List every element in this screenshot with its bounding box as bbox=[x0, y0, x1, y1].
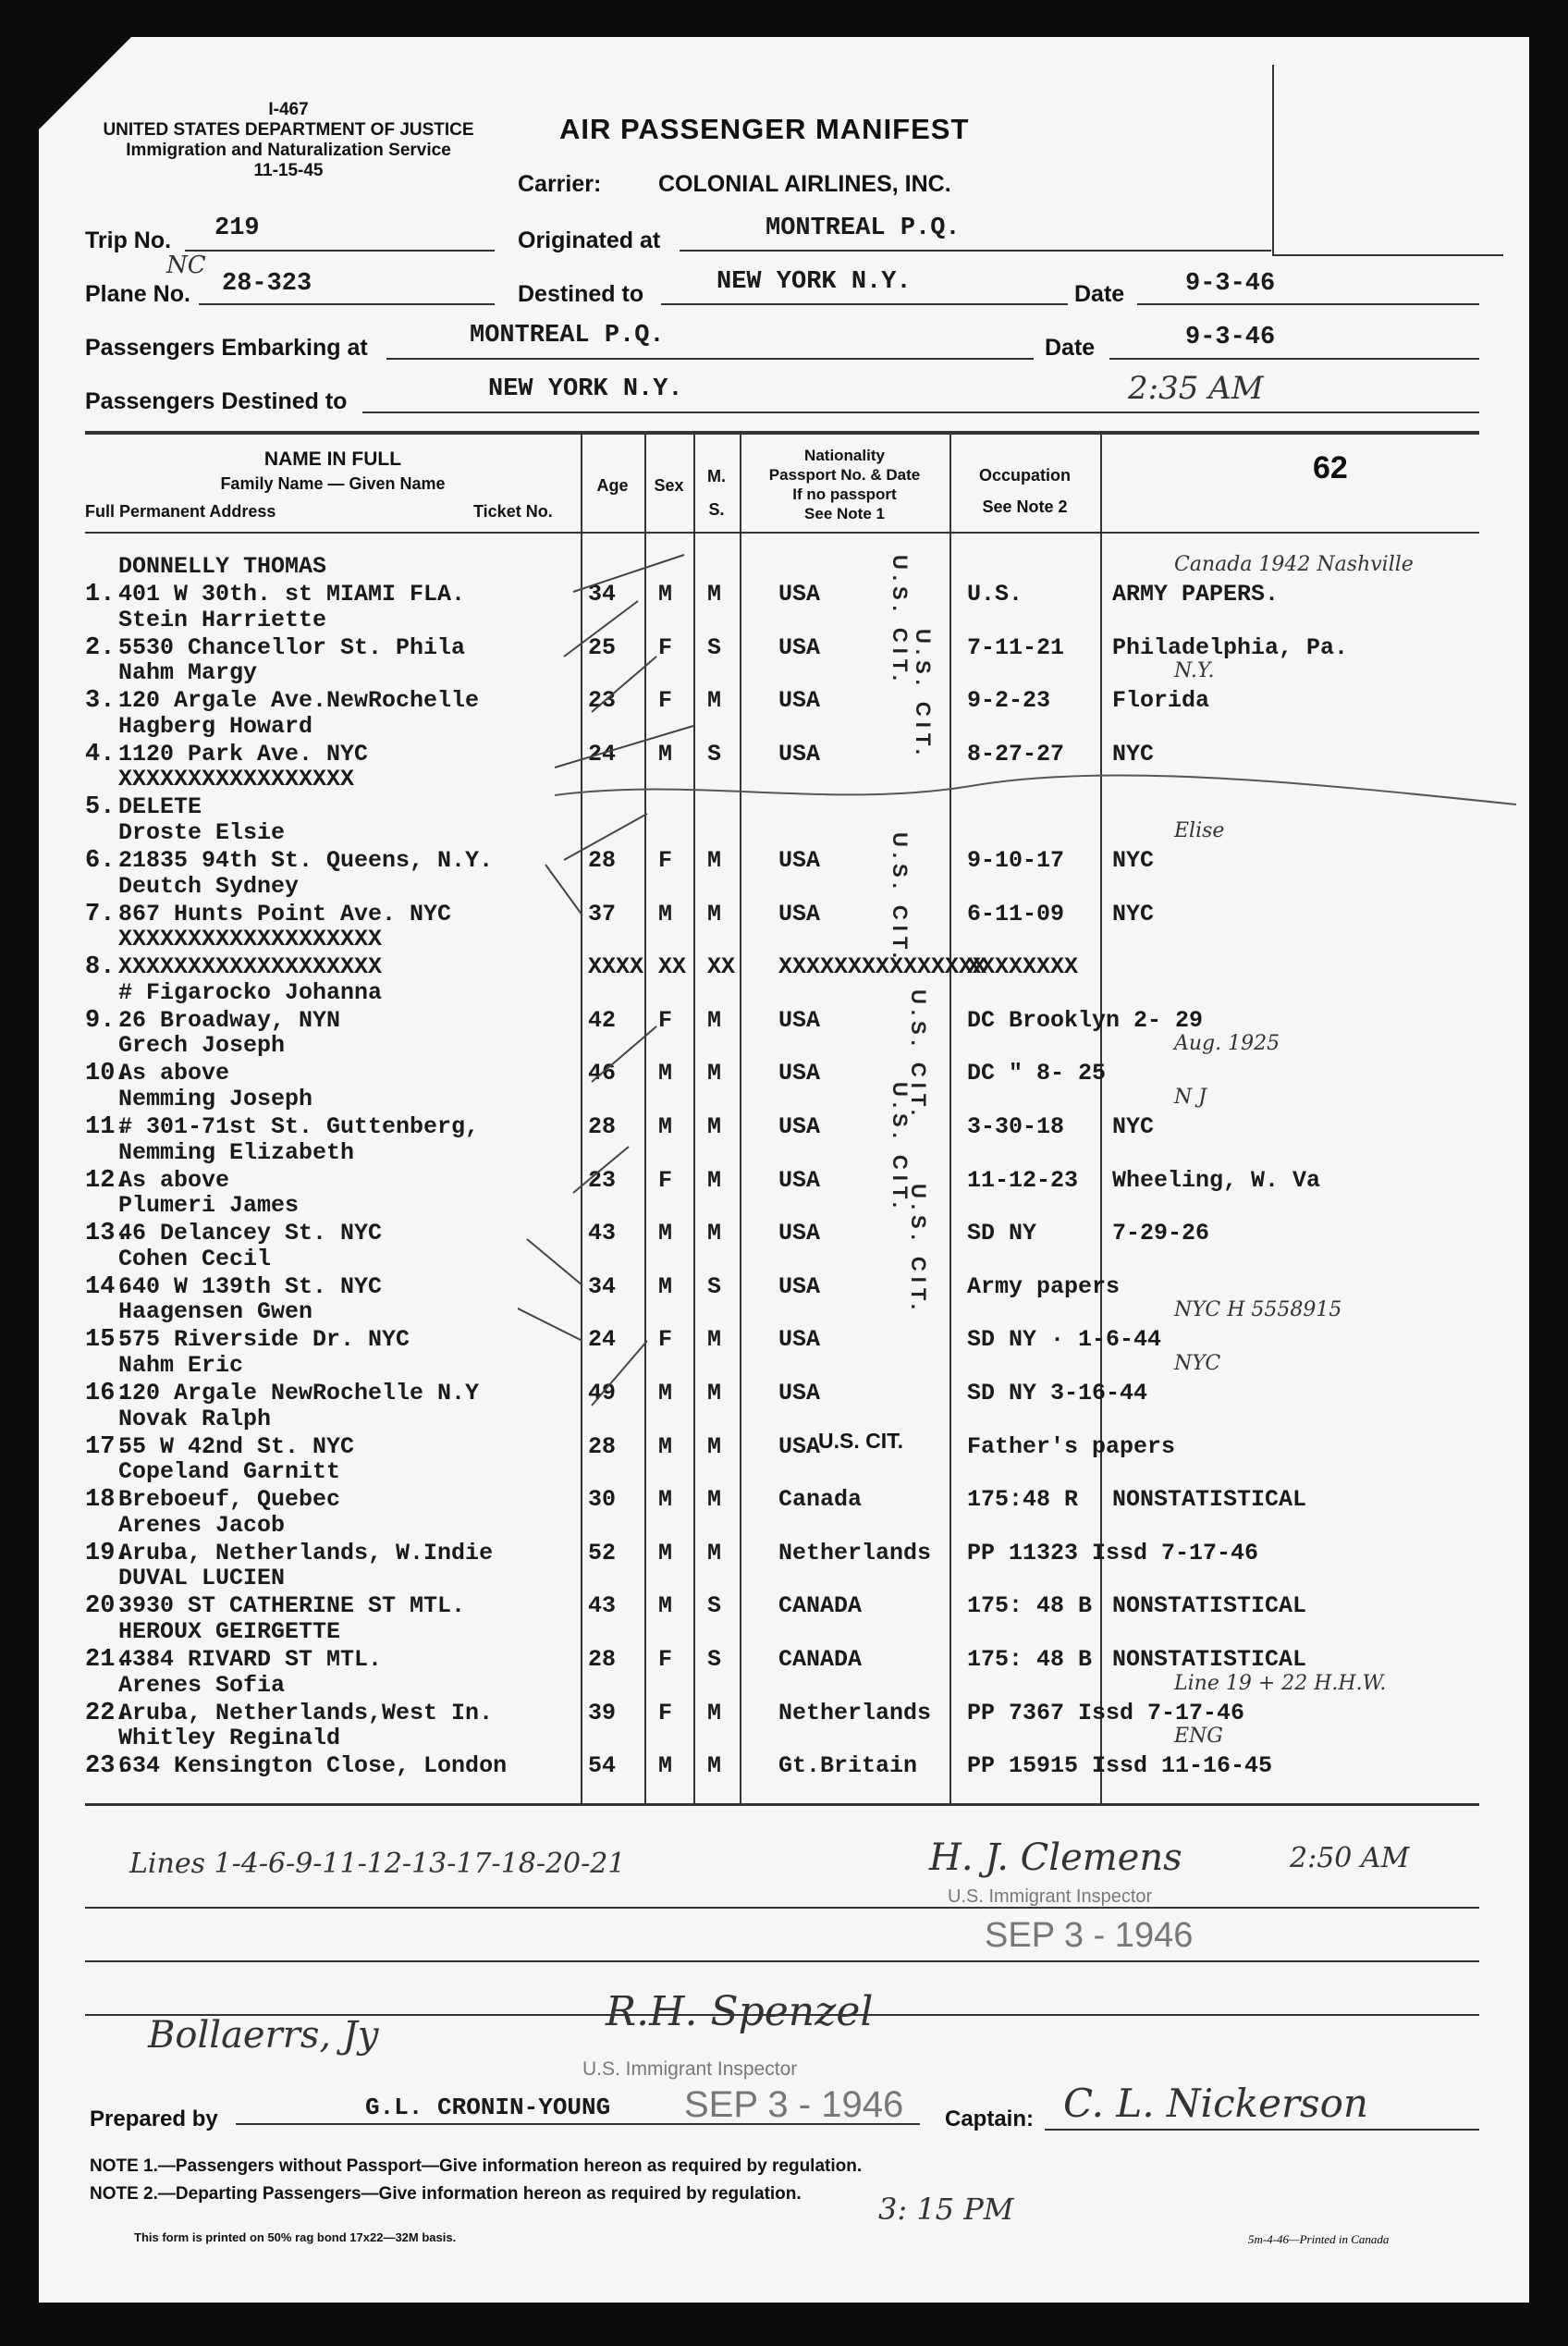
passenger-nat: USA bbox=[778, 1113, 821, 1140]
plane-number: 28-323 bbox=[222, 270, 312, 298]
note-2-handwritten: 3: 15 PM bbox=[878, 2192, 1014, 2227]
passenger-age: 24 bbox=[588, 1326, 617, 1354]
passenger-sex: M bbox=[658, 1752, 673, 1780]
trip-line bbox=[185, 250, 495, 252]
passenger-note: Line 19 + 22 H.H.W. bbox=[1174, 1671, 1387, 1695]
passenger-name: XXXXXXXXXXXXXXXXXXX bbox=[118, 926, 383, 953]
us-cit-stamp-6: U.S. CIT. bbox=[907, 1184, 930, 1316]
inspection-time: 2:50 AM bbox=[1290, 1842, 1410, 1874]
passenger-no: 14. bbox=[85, 1272, 130, 1301]
passenger-nat: USA bbox=[778, 1272, 821, 1300]
passenger-sex: F bbox=[658, 1646, 673, 1673]
col-age-heading: Age bbox=[596, 476, 629, 495]
passenger-sex: F bbox=[658, 1699, 673, 1726]
passenger-nat: Canada bbox=[778, 1486, 863, 1514]
passenger-sex: M bbox=[658, 1432, 673, 1460]
col-divider-occ bbox=[949, 433, 951, 1803]
prepared-by-label: Prepared by bbox=[90, 2106, 218, 2131]
plane-line bbox=[199, 303, 495, 305]
passenger-no: 7. bbox=[85, 900, 116, 928]
col-nationality-heading bbox=[740, 446, 949, 523]
passenger-ms: M bbox=[707, 900, 722, 927]
passenger-name: HEROUX GEIRGETTE bbox=[118, 1618, 341, 1645]
passenger-col7: 7-29-26 bbox=[1112, 1220, 1210, 1247]
passenger-age: 43 bbox=[588, 1220, 617, 1247]
date-line-2 bbox=[1109, 358, 1479, 360]
passenger-addr: Breboeuf, Quebec bbox=[118, 1486, 341, 1514]
col-address-heading: Full Permanent Address bbox=[85, 502, 276, 521]
passenger-ms: M bbox=[707, 687, 722, 715]
passenger-col6: XXXXXXXX bbox=[967, 953, 1079, 981]
passenger-col6: PP 15915 Issd 11-16-45 bbox=[967, 1752, 1273, 1780]
nat-line-4: See Note 1 bbox=[804, 505, 885, 522]
passenger-col7: Florida bbox=[1112, 687, 1210, 715]
passenger-nat: USA bbox=[778, 1432, 821, 1460]
corner-box-bottom bbox=[1272, 254, 1503, 256]
passenger-col6: PP 11323 Issd 7-17-46 bbox=[967, 1539, 1259, 1566]
passenger-name: Nemming Joseph bbox=[118, 1086, 313, 1112]
col-ms-m: M. bbox=[707, 467, 726, 485]
check-marks bbox=[518, 546, 703, 1470]
page-title: AIR PASSENGER MANIFEST bbox=[559, 113, 970, 145]
passenger-nat: USA bbox=[778, 740, 821, 768]
passenger-sex: M bbox=[658, 1380, 673, 1406]
passenger-addr: 21835 94th St. Queens, N.Y. bbox=[118, 847, 494, 874]
passenger-no: 1. bbox=[85, 581, 116, 608]
passenger-name: Haagensen Gwen bbox=[118, 1298, 313, 1326]
passenger-no: 20. bbox=[85, 1592, 130, 1621]
us-cit-stamp-5: U.S. CIT. bbox=[888, 1082, 912, 1214]
passenger-no: 17. bbox=[85, 1432, 130, 1461]
passenger-ms: M bbox=[707, 1113, 722, 1140]
passenger-age: 49 bbox=[588, 1380, 617, 1406]
delete-stroke bbox=[555, 758, 1525, 814]
passenger-ms: M bbox=[707, 1699, 722, 1726]
passenger-no: 6. bbox=[85, 847, 116, 875]
passenger-sex: F bbox=[658, 1326, 673, 1354]
passenger-nat: XXXXXXXXXXXXXXX bbox=[778, 953, 987, 981]
passenger-nat: CANADA bbox=[778, 1592, 863, 1620]
passenger-nat: Gt.Britain bbox=[778, 1752, 918, 1780]
passenger-age: 28 bbox=[588, 1113, 617, 1140]
passenger-nat: Netherlands bbox=[778, 1699, 932, 1726]
passenger-col7: Philadelphia, Pa. bbox=[1112, 633, 1349, 661]
passenger-nat: USA bbox=[778, 633, 821, 661]
passenger-ms: M bbox=[707, 1060, 722, 1087]
passenger-no: 11. bbox=[85, 1113, 130, 1141]
date-label-2: Date bbox=[1045, 335, 1096, 361]
passenger-age: 46 bbox=[588, 1060, 617, 1087]
passenger-col6: DC " 8- 25 bbox=[967, 1060, 1107, 1087]
passenger-col6: DC Brooklyn 2- 29 bbox=[967, 1006, 1204, 1034]
passenger-no: 18. bbox=[85, 1486, 130, 1515]
form-number: I-467 bbox=[268, 100, 309, 119]
passenger-col6: 8-27-27 bbox=[967, 740, 1065, 768]
passenger-sex: F bbox=[658, 1166, 673, 1194]
passenger-no: 16. bbox=[85, 1380, 130, 1407]
embarking-line bbox=[386, 358, 1034, 360]
passenger-addr: 4384 RIVARD ST MTL. bbox=[118, 1646, 383, 1673]
passenger-sex: M bbox=[658, 1272, 673, 1300]
inspector-stamp-label-2: U.S. Immigrant Inspector bbox=[582, 2058, 798, 2080]
us-cit-stamp-1: U.S. CIT. bbox=[888, 555, 912, 687]
passenger-col7: NYC bbox=[1112, 847, 1155, 874]
passenger-no: 2. bbox=[85, 633, 116, 662]
passenger-col7: NYC bbox=[1112, 1113, 1155, 1140]
passenger-nat: USA bbox=[778, 581, 821, 608]
passenger-age: 42 bbox=[588, 1006, 617, 1034]
lines-note-handwritten: Lines 1-4-6-9-11-12-13-17-18-20-21 bbox=[129, 1848, 626, 1880]
passenger-col6: 175:48 R bbox=[967, 1486, 1079, 1514]
inspector-stamp-label-1: U.S. Immigrant Inspector bbox=[948, 1886, 1153, 1907]
passenger-col6: 6-11-09 bbox=[967, 900, 1065, 927]
occ-line-1: Occupation bbox=[978, 466, 1071, 485]
passenger-col7: NONSTATISTICAL bbox=[1112, 1592, 1307, 1620]
date-stamp-1: SEP 3 - 1946 bbox=[985, 1916, 1194, 1955]
passenger-name: Novak Ralph bbox=[118, 1405, 272, 1432]
passenger-col7: NONSTATISTICAL bbox=[1112, 1486, 1307, 1514]
passenger-age: 30 bbox=[588, 1486, 617, 1514]
prepared-by-value: G.L. CRONIN-YOUNG bbox=[365, 2094, 611, 2121]
passenger-col6: 11-12-23 bbox=[967, 1166, 1079, 1194]
passenger-ms: M bbox=[707, 1486, 722, 1514]
embarking-value: MONTREAL P.Q. bbox=[470, 322, 665, 350]
us-cit-stamp-4: U.S. CIT. bbox=[907, 989, 930, 1122]
agency-block bbox=[85, 100, 492, 181]
passenger-age: 25 bbox=[588, 633, 617, 661]
passenger-addr: 401 W 30th. st MIAMI FLA. bbox=[118, 581, 466, 608]
passenger-age: 43 bbox=[588, 1592, 617, 1620]
occ-line-2: See Note 2 bbox=[982, 497, 1068, 516]
plane-label: Plane No. bbox=[85, 281, 190, 307]
passenger-age: 23 bbox=[588, 687, 617, 715]
passenger-name: Arenes Sofia bbox=[118, 1671, 286, 1699]
passenger-name: XXXXXXXXXXXXXXXXX bbox=[118, 766, 355, 793]
passenger-addr: 575 Riverside Dr. NYC bbox=[118, 1326, 410, 1354]
us-cit-stamp-7: U.S. CIT. bbox=[818, 1429, 904, 1453]
passenger-ms: M bbox=[707, 1166, 722, 1194]
passenger-note: ENG bbox=[1174, 1725, 1223, 1749]
passenger-sex: XX bbox=[658, 953, 687, 981]
nat-line-1: Nationality bbox=[804, 447, 885, 464]
date-value-2: 9-3-46 bbox=[1185, 324, 1276, 351]
passenger-col6: SD NY bbox=[967, 1220, 1037, 1247]
passenger-no: 9. bbox=[85, 1006, 116, 1035]
passenger-ms: S bbox=[707, 1592, 722, 1620]
passenger-addr: Aruba, Netherlands, W.Indie bbox=[118, 1539, 494, 1566]
passenger-count: 62 bbox=[1313, 450, 1348, 485]
plane-prefix: NC bbox=[166, 252, 206, 279]
passenger-ms: M bbox=[707, 1539, 722, 1566]
passenger-sex: M bbox=[658, 1486, 673, 1514]
passenger-ms: XX bbox=[707, 953, 736, 981]
passenger-age: 54 bbox=[588, 1752, 617, 1780]
passenger-no: 15. bbox=[85, 1326, 130, 1355]
passenger-nat: USA bbox=[778, 1006, 821, 1034]
passenger-no: 21. bbox=[85, 1646, 130, 1674]
date-line-1 bbox=[1137, 303, 1479, 305]
passenger-sex: M bbox=[658, 1539, 673, 1566]
col-occupation-heading bbox=[949, 460, 1100, 522]
passenger-col6: SD NY · 1-6-44 bbox=[967, 1326, 1162, 1354]
passenger-col6: 175: 48 B bbox=[967, 1592, 1093, 1620]
table-bottom-border bbox=[85, 1803, 1479, 1806]
passenger-ms: M bbox=[707, 1220, 722, 1247]
passenger-nat: USA bbox=[778, 687, 821, 715]
passenger-age: 37 bbox=[588, 900, 617, 927]
passenger-col7: NYC bbox=[1112, 740, 1155, 768]
captain-line bbox=[1045, 2129, 1479, 2131]
col-name-sub: Family Name — Given Name bbox=[220, 474, 446, 493]
passenger-name: Copeland Garnitt bbox=[118, 1458, 341, 1486]
passenger-name: Hagberg Howard bbox=[118, 712, 313, 740]
passenger-addr: 120 Argale NewRochelle N.Y bbox=[118, 1380, 480, 1406]
passenger-no: 12. bbox=[85, 1166, 130, 1195]
passenger-col6: SD NY 3-16-44 bbox=[967, 1380, 1148, 1406]
passenger-no: 23. bbox=[85, 1752, 130, 1781]
passenger-note: Aug. 1925 bbox=[1174, 1032, 1280, 1056]
passenger-name: Nahm Margy bbox=[118, 659, 258, 687]
passenger-no: 10. bbox=[85, 1060, 130, 1088]
passenger-addr: 634 Kensington Close, London bbox=[118, 1752, 508, 1780]
col-divider-nat bbox=[740, 433, 741, 1803]
passenger-nat: USA bbox=[778, 1220, 821, 1247]
trip-label: Trip No. bbox=[85, 227, 172, 253]
passenger-addr: 55 W 42nd St. NYC bbox=[118, 1432, 355, 1460]
note-1: NOTE 1.—Passengers without Passport—Give information hereon as required by regulation. bbox=[90, 2156, 863, 2176]
passenger-name: Nemming Elizabeth bbox=[118, 1138, 355, 1166]
passenger-no: 22. bbox=[85, 1699, 130, 1727]
passenger-age: 52 bbox=[588, 1539, 617, 1566]
passenger-col7: NYC bbox=[1112, 900, 1155, 927]
passenger-age: 28 bbox=[588, 1646, 617, 1673]
date-label-1: Date bbox=[1074, 281, 1125, 307]
passenger-addr: XXXXXXXXXXXXXXXXXXX bbox=[118, 953, 383, 981]
passenger-addr: 3930 ST CATHERINE ST MTL. bbox=[118, 1592, 466, 1620]
passenger-sex: M bbox=[658, 1060, 673, 1087]
footer-line-2 bbox=[85, 1960, 1479, 1962]
passenger-ms: M bbox=[707, 581, 722, 608]
us-cit-stamp-3: U.S. CIT. bbox=[888, 832, 912, 964]
passenger-age: 39 bbox=[588, 1699, 617, 1726]
passenger-nat: USA bbox=[778, 1326, 821, 1354]
col-divider-extra bbox=[1100, 433, 1102, 1803]
passenger-note: N J bbox=[1174, 1086, 1207, 1109]
passenger-col6: Father's papers bbox=[967, 1432, 1176, 1460]
passenger-name: Whitley Reginald bbox=[118, 1725, 341, 1752]
destined-value: NEW YORK N.Y. bbox=[717, 268, 912, 296]
passenger-addr: 640 W 139th St. NYC bbox=[118, 1272, 383, 1300]
date-stamp-2: SEP 3 - 1946 bbox=[684, 2084, 904, 2125]
passenger-age: 28 bbox=[588, 847, 617, 874]
passenger-nat: USA bbox=[778, 1166, 821, 1194]
passenger-addr: 46 Delancey St. NYC bbox=[118, 1220, 383, 1247]
originated-value: MONTREAL P.Q. bbox=[766, 215, 961, 242]
passenger-nat: CANADA bbox=[778, 1646, 863, 1673]
passenger-nat: USA bbox=[778, 900, 821, 927]
col-name-heading: NAME IN FULL bbox=[263, 448, 402, 470]
table-header-bottom bbox=[85, 532, 1479, 534]
passenger-note: Elise bbox=[1174, 819, 1225, 842]
passenger-sex: F bbox=[658, 847, 673, 874]
passenger-sex: F bbox=[658, 687, 673, 715]
captain-label: Captain: bbox=[945, 2106, 1034, 2131]
passenger-no: 19. bbox=[85, 1539, 130, 1567]
passenger-col6: 175: 48 B bbox=[967, 1646, 1093, 1673]
passenger-sex: M bbox=[658, 900, 673, 927]
department-name: UNITED STATES DEPARTMENT OF JUSTICE bbox=[103, 120, 474, 140]
col-sex-heading: Sex bbox=[654, 476, 684, 495]
passenger-name: # Figarocko Johanna bbox=[118, 978, 383, 1006]
nat-line-3: If no passport bbox=[792, 485, 897, 503]
passenger-col6: U.S. bbox=[967, 581, 1023, 608]
destined-line-2 bbox=[362, 411, 1479, 413]
form-date: 11-15-45 bbox=[253, 161, 324, 180]
passenger-ms: M bbox=[707, 1432, 722, 1460]
trip-number: 219 bbox=[214, 215, 260, 242]
passenger-sex: F bbox=[658, 633, 673, 661]
passenger-note: N.Y. bbox=[1174, 659, 1215, 683]
passenger-addr: 26 Broadway, NYN bbox=[118, 1006, 341, 1034]
passenger-addr: 5530 Chancellor St. Phila bbox=[118, 633, 466, 661]
arrival-time-handwritten: 2:35 AM bbox=[1128, 370, 1264, 407]
originated-label: Originated at bbox=[518, 227, 661, 253]
passenger-no: 3. bbox=[85, 687, 116, 716]
signature-spenzel: R.H. Spenzel bbox=[606, 1988, 874, 2035]
passenger-name: Stein Harriette bbox=[118, 606, 327, 633]
passenger-addr: 867 Hunts Point Ave. NYC bbox=[118, 900, 452, 927]
passenger-ms: S bbox=[707, 1646, 722, 1673]
passenger-ms: M bbox=[707, 847, 722, 874]
passenger-addr: 1120 Park Ave. NYC bbox=[118, 740, 369, 768]
passenger-ms: S bbox=[707, 1272, 722, 1300]
passenger-note: Canada 1942 Nashville bbox=[1174, 553, 1414, 576]
passenger-age: 34 bbox=[588, 1272, 617, 1300]
passenger-sex: M bbox=[658, 1592, 673, 1620]
passenger-col6: 7-11-21 bbox=[967, 633, 1065, 661]
destined-line bbox=[661, 303, 1068, 305]
passenger-name: Deutch Sydney bbox=[118, 872, 300, 900]
passenger-ms: M bbox=[707, 1326, 722, 1354]
passenger-sex: F bbox=[658, 1006, 673, 1034]
print-info-right: 5m-4-46—Printed in Canada bbox=[1248, 2232, 1390, 2246]
passenger-addr: 120 Argale Ave.NewRochelle bbox=[118, 687, 480, 715]
passenger-nat: USA bbox=[778, 1060, 821, 1087]
passenger-note: NYC H 5558915 bbox=[1174, 1298, 1342, 1322]
us-cit-stamp-2: U.S. CIT. bbox=[912, 629, 935, 761]
passenger-ms: M bbox=[707, 1380, 722, 1406]
passenger-age: 23 bbox=[588, 1166, 617, 1194]
passenger-name: Grech Joseph bbox=[118, 1032, 286, 1060]
passenger-col6: 9-2-23 bbox=[967, 687, 1051, 715]
destined-label: Destined to bbox=[518, 281, 644, 307]
inspector-signature: H. J. Clemens bbox=[929, 1836, 1182, 1879]
passenger-nat: USA bbox=[778, 847, 821, 874]
passenger-name: Arenes Jacob bbox=[118, 1511, 286, 1539]
passenger-ms: M bbox=[707, 1752, 722, 1780]
passenger-sex: M bbox=[658, 581, 673, 608]
passengers-destined-label: Passengers Destined to bbox=[85, 388, 348, 414]
originated-line bbox=[680, 250, 1271, 252]
passenger-col6: 9-10-17 bbox=[967, 847, 1065, 874]
passenger-ms: S bbox=[707, 740, 722, 768]
passenger-name: Nahm Eric bbox=[118, 1352, 244, 1379]
passenger-name: Cohen Cecil bbox=[118, 1245, 272, 1272]
passenger-no: 8. bbox=[85, 953, 116, 982]
passenger-col6: 3-30-18 bbox=[967, 1113, 1065, 1140]
passenger-no: 4. bbox=[85, 740, 116, 768]
nat-line-2: Passport No. & Date bbox=[768, 466, 921, 484]
passenger-ms: S bbox=[707, 633, 722, 661]
passenger-age: XXXX bbox=[588, 953, 644, 981]
passenger-no: 13. bbox=[85, 1220, 130, 1248]
passenger-age: 34 bbox=[588, 581, 617, 608]
passenger-name: DUVAL LUCIEN bbox=[118, 1565, 286, 1592]
col-ticket-heading: Ticket No. bbox=[473, 502, 553, 521]
passenger-col6: PP 7367 Issd 7-17-46 bbox=[967, 1699, 1245, 1726]
col-ms-heading bbox=[693, 460, 740, 526]
passenger-age: 24 bbox=[588, 740, 617, 768]
col-ms-s: S. bbox=[708, 500, 725, 519]
print-info: This form is printed on 50% rag bond 17x22—32M basis. bbox=[134, 2230, 457, 2244]
passenger-sex: M bbox=[658, 1113, 673, 1140]
passenger-col6: Army papers bbox=[967, 1272, 1121, 1300]
passengers-destined-value: NEW YORK N.Y. bbox=[488, 375, 683, 403]
carrier-label: Carrier: bbox=[518, 171, 602, 197]
signature-bollaerrs: Bollaerrs, Jy bbox=[148, 2014, 379, 2057]
passenger-note: NYC bbox=[1174, 1352, 1221, 1375]
passenger-nat: USA bbox=[778, 1380, 821, 1406]
passenger-col7: Wheeling, W. Va bbox=[1112, 1166, 1321, 1194]
note-2: NOTE 2.—Departing Passengers—Give information hereon as required by regulation. bbox=[90, 2184, 802, 2204]
passenger-sex: M bbox=[658, 740, 673, 768]
passenger-no: 5. bbox=[85, 793, 116, 822]
corner-box-line bbox=[1272, 65, 1274, 254]
passenger-name: Plumeri James bbox=[118, 1192, 300, 1220]
passenger-sex: M bbox=[658, 1220, 673, 1247]
passenger-col7: ARMY PAPERS. bbox=[1112, 581, 1280, 608]
passenger-ms: M bbox=[707, 1006, 722, 1034]
passenger-age: 28 bbox=[588, 1432, 617, 1460]
passenger-addr: As above bbox=[118, 1166, 230, 1194]
passenger-addr: # 301-71st St. Guttenberg, bbox=[118, 1113, 480, 1140]
passenger-addr: DELETE bbox=[118, 793, 202, 821]
passenger-name: Droste Elsie bbox=[118, 819, 286, 846]
captain-signature: C. L. Nickerson bbox=[1063, 2081, 1368, 2126]
passenger-addr: Aruba, Netherlands,West In. bbox=[118, 1699, 494, 1726]
service-name: Immigration and Naturalization Service bbox=[126, 141, 451, 160]
embarking-label: Passengers Embarking at bbox=[85, 335, 368, 361]
date-value-1: 9-3-46 bbox=[1185, 270, 1276, 298]
footer-line-1 bbox=[85, 1907, 1479, 1909]
passenger-col7: NONSTATISTICAL bbox=[1112, 1646, 1307, 1673]
carrier-name: COLONIAL AIRLINES, INC. bbox=[658, 171, 951, 197]
passenger-addr: As above bbox=[118, 1060, 230, 1087]
passenger-nat: Netherlands bbox=[778, 1539, 932, 1566]
passenger-name: DONNELLY THOMAS bbox=[118, 553, 327, 580]
table-top-border bbox=[85, 431, 1479, 435]
